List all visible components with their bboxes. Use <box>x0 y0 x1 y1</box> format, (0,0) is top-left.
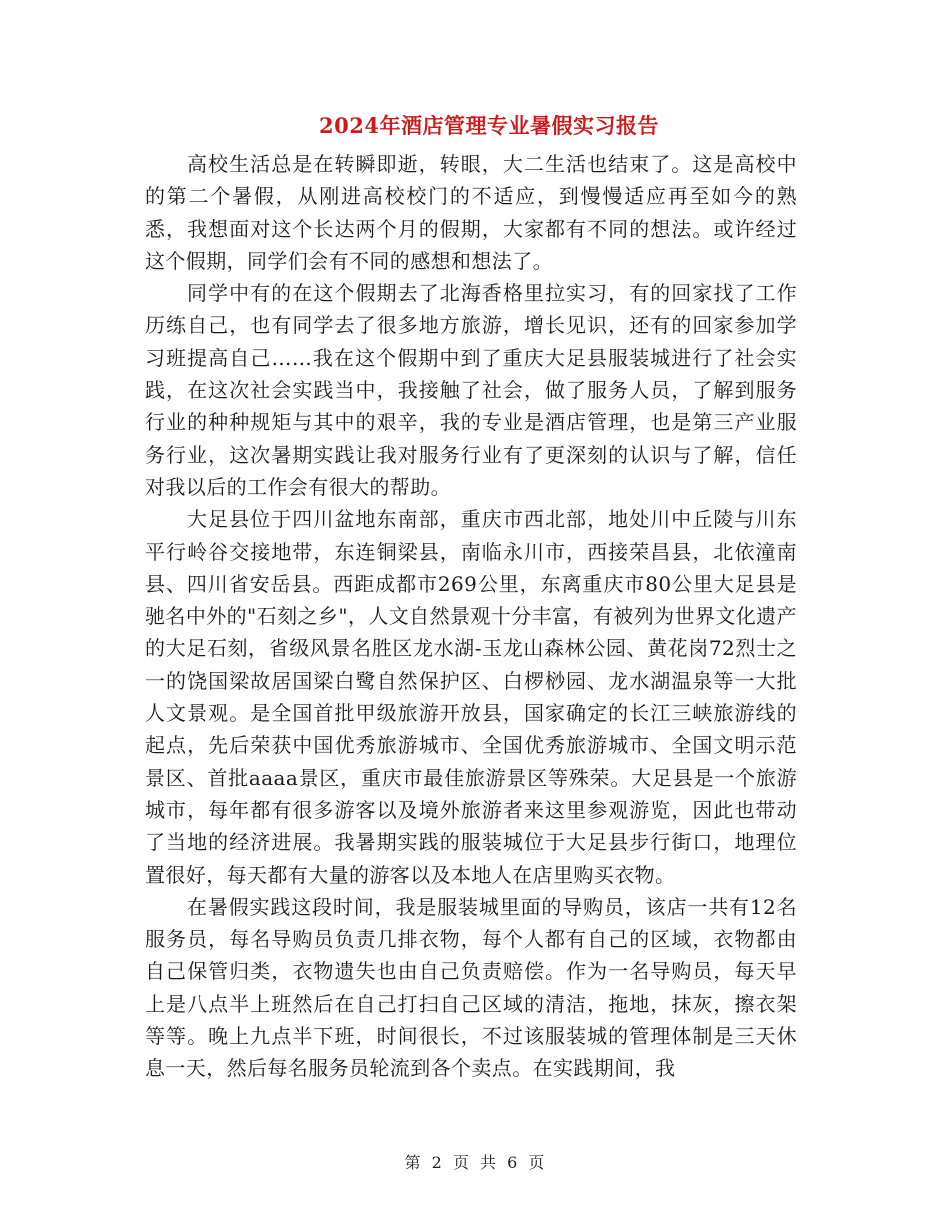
paragraph-1: 高校生活总是在转瞬即逝，转眼，大二生活也结束了。这是高校中的第二个暑假，从刚进高校校门的不适应，到慢慢适应再至如今的熟悉，我想面对这个长达两个月的假期，大家都有不同的想法。或许经过这个假期，同学们会有不同的感想和想法了。 <box>145 152 797 273</box>
paragraph-4: 在暑假实践这段时间，我是服装城里面的导购员，该店一共有12名服务员，每名导购员负责几排衣物，每个人都有自己的区域，衣物都由自己保管归类，衣物遗失也由自己负责赔偿。作为一名导购员，每天早上是八点半上班然后在自己打扫自己区域的清洁，拖地，抹灰，擦衣架等等。晚上九点半下班，时间很长，不过该服装城的管理体制是三天休息一天，然后每名服务员轮流到各个卖点。在实践期间，我 <box>145 894 797 1081</box>
document-body <box>145 148 797 1085</box>
paragraph-3: 大足县位于四川盆地东南部，重庆市西北部，地处川中丘陵与川东平行岭谷交接地带，东连铜梁县，南临永川市，西接荣昌县，北依潼南县、四川省安岳县。西距成都市269公里，东离重庆市80公里大足县是驰名中外的"石刻之乡"，人文自然景观十分丰富，有被列为世界文化遗产的大足石刻，省级风景名胜区龙水湖-玉龙山森林公园、黄花岗72烈士之一的饶国梁故居国梁白鹭自然保护区、白椤桫园、龙水湖温泉等一大批人文景观。是全国首批甲级旅游开放县，国家确定的长江三峡旅游线的起点，先后荣获中国优秀旅游城市、全国优秀旅游城市、全国文明示范景区、首批aaaa景区，重庆市最佳旅游景区等殊荣。大足县是一个旅游城市，每年都有很多游客以及境外旅游者来这里参观游览，因此也带动了当地的经济进展。我暑期实践的服装城位于大足县步行街口，地理位置很好，每天都有大量的游客以及本地人在店里购买衣物。 <box>145 507 797 887</box>
paragraph-2: 同学中有的在这个假期去了北海香格里拉实习，有的回家找了工作历练自己，也有同学去了很多地方旅游，增长见识，还有的回家参加学习班提高自己……我在这个假期中到了重庆大足县服装城进行了社会实践，在这次社会实践当中，我接触了社会，做了服务人员，了解到服务行业的种种规矩与其中的艰辛，我的专业是酒店管理，也是第三产业服务行业，这次暑期实践让我对服务行业有了更深刻的认识与了解，信任对我以后的工作会有很大的帮助。 <box>145 281 797 499</box>
page-number-footer: 第 2 页 共 6 页 <box>404 1153 546 1172</box>
document-title: 2024年酒店管理专业暑假实习报告 <box>319 113 659 138</box>
